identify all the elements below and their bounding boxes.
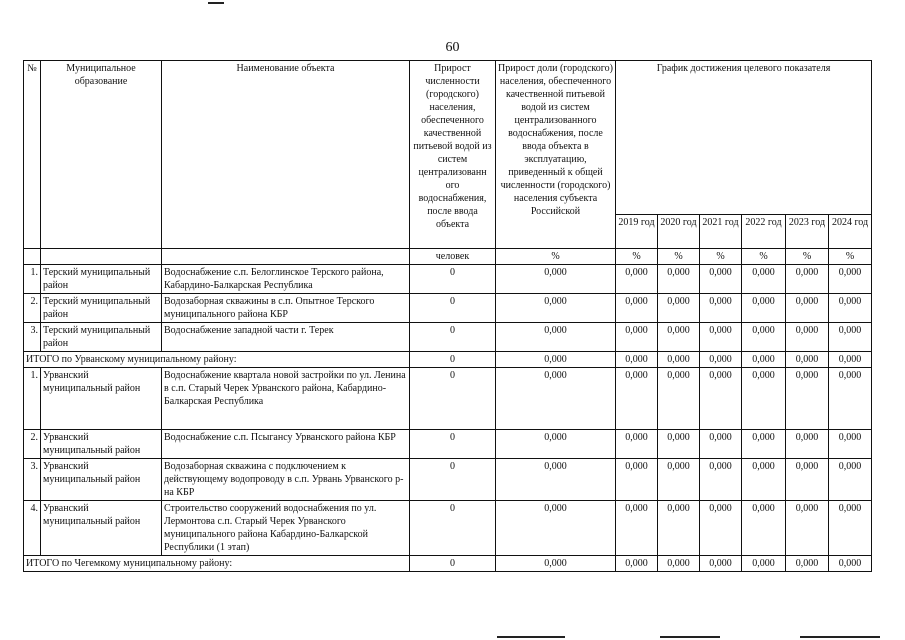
total-label: ИТОГО по Чегемкому муниципальному району: <box>24 556 410 572</box>
total-year-value: 0,000 <box>616 556 658 572</box>
row-municipality: Терский муниципальный район <box>41 265 162 294</box>
row-share: 0,000 <box>496 294 616 323</box>
unit-year: % <box>616 249 658 265</box>
total-year-value: 0,000 <box>658 556 700 572</box>
total-pop: 0 <box>410 352 496 368</box>
scan-artifact-bottom-3 <box>800 636 880 638</box>
unit-year: % <box>742 249 786 265</box>
header-pop-increase: Прирост численности (городского) населения, обеспеченного качественной питьевой водой из систем централизованн ого водоснабжения, после ввода объекта <box>410 61 496 249</box>
row-year-value: 0,000 <box>742 323 786 352</box>
row-pop: 0 <box>410 368 496 430</box>
row-year-value: 0,000 <box>616 323 658 352</box>
header-object: Наименование объекта <box>162 61 410 249</box>
header-year: 2024 год <box>829 215 872 249</box>
row-year-value: 0,000 <box>829 323 872 352</box>
header-year: 2020 год <box>658 215 700 249</box>
row-share: 0,000 <box>496 430 616 459</box>
row-year-value: 0,000 <box>658 501 700 556</box>
scan-artifact-bottom-2 <box>660 636 720 638</box>
unit-empty <box>24 249 41 265</box>
row-year-value: 0,000 <box>829 501 872 556</box>
total-year-value: 0,000 <box>829 556 872 572</box>
total-year-value: 0,000 <box>616 352 658 368</box>
target-indicator-table <box>23 60 872 572</box>
header-num: № <box>24 61 41 249</box>
row-year-value: 0,000 <box>700 368 742 430</box>
row-object: Строительство сооружений водоснабжения по ул. Лермонтова с.п. Старый Черек Урванского муниципального района Кабардино-Балкарской Республики (1 этап) <box>162 501 410 556</box>
row-year-value: 0,000 <box>658 265 700 294</box>
header-municipality: Муниципальное образование <box>41 61 162 249</box>
row-year-value: 0,000 <box>658 368 700 430</box>
total-year-value: 0,000 <box>700 556 742 572</box>
row-share: 0,000 <box>496 368 616 430</box>
row-year-value: 0,000 <box>742 265 786 294</box>
row-pop: 0 <box>410 294 496 323</box>
row-num: 1. <box>24 368 41 430</box>
row-num: 3. <box>24 459 41 501</box>
table-row <box>24 323 872 352</box>
row-year-value: 0,000 <box>829 459 872 501</box>
row-year-value: 0,000 <box>700 323 742 352</box>
total-share: 0,000 <box>496 556 616 572</box>
row-year-value: 0,000 <box>786 294 829 323</box>
table-row <box>24 368 872 430</box>
row-year-value: 0,000 <box>700 265 742 294</box>
row-pop: 0 <box>410 459 496 501</box>
header-year: 2022 год <box>742 215 786 249</box>
row-pop: 0 <box>410 323 496 352</box>
table-row <box>24 265 872 294</box>
total-year-value: 0,000 <box>829 352 872 368</box>
row-year-value: 0,000 <box>786 501 829 556</box>
header-year: 2019 год <box>616 215 658 249</box>
unit-pct: % <box>496 249 616 265</box>
row-pop: 0 <box>410 430 496 459</box>
row-year-value: 0,000 <box>829 368 872 430</box>
unit-year: % <box>658 249 700 265</box>
row-year-value: 0,000 <box>700 430 742 459</box>
row-year-value: 0,000 <box>786 368 829 430</box>
unit-empty <box>162 249 410 265</box>
row-year-value: 0,000 <box>742 459 786 501</box>
total-year-value: 0,000 <box>742 556 786 572</box>
row-object: Водозаборная скважина с подключением к действующему водопроводу в с.п. Урвань Урванского р-на КБР <box>162 459 410 501</box>
row-municipality: Урванский муниципальный район <box>41 430 162 459</box>
row-num: 2. <box>24 294 41 323</box>
header-schedule: График достижения целевого показателя <box>616 61 872 215</box>
row-year-value: 0,000 <box>829 430 872 459</box>
total-pop: 0 <box>410 556 496 572</box>
row-num: 2. <box>24 430 41 459</box>
total-label: ИТОГО по Урванскому муниципальному району: <box>24 352 410 368</box>
scan-artifact-bottom-1 <box>497 636 565 638</box>
row-year-value: 0,000 <box>700 501 742 556</box>
row-year-value: 0,000 <box>616 265 658 294</box>
row-year-value: 0,000 <box>616 430 658 459</box>
total-row <box>24 352 872 368</box>
total-year-value: 0,000 <box>700 352 742 368</box>
unit-year: % <box>786 249 829 265</box>
row-municipality: Урванский муниципальный район <box>41 459 162 501</box>
row-num: 3. <box>24 323 41 352</box>
table-row <box>24 459 872 501</box>
row-pop: 0 <box>410 501 496 556</box>
row-pop: 0 <box>410 265 496 294</box>
unit-people: человек <box>410 249 496 265</box>
table-row <box>24 294 872 323</box>
row-object: Водоснабжение квартала новой застройки по ул. Ленина в с.п. Старый Черек Урванского района, Кабардино-Балкарская Республика <box>162 368 410 430</box>
row-num: 4. <box>24 501 41 556</box>
row-municipality: Урванский муниципальный район <box>41 501 162 556</box>
total-row <box>24 556 872 572</box>
row-year-value: 0,000 <box>616 294 658 323</box>
row-object: Водоснабжение с.п. Псыгансу Урванского района КБР <box>162 430 410 459</box>
total-year-value: 0,000 <box>658 352 700 368</box>
header-year: 2023 год <box>786 215 829 249</box>
row-year-value: 0,000 <box>829 294 872 323</box>
row-year-value: 0,000 <box>829 265 872 294</box>
row-year-value: 0,000 <box>658 294 700 323</box>
row-object: Водоснабжение западной части г. Терек <box>162 323 410 352</box>
total-year-value: 0,000 <box>786 352 829 368</box>
row-year-value: 0,000 <box>616 501 658 556</box>
row-object: Водозаборная скважины в с.п. Опытное Терского муниципального района КБР <box>162 294 410 323</box>
row-year-value: 0,000 <box>658 323 700 352</box>
row-year-value: 0,000 <box>658 459 700 501</box>
row-year-value: 0,000 <box>742 294 786 323</box>
row-municipality: Терский муниципальный район <box>41 323 162 352</box>
row-num: 1. <box>24 265 41 294</box>
header-share-increase: Прирост доли (городского) населения, обеспеченного качественной питьевой водой из систем централизованного водоснабжения, после ввода объекта в эксплуатацию, приведенный к общей численности (городского) населения субъекта Российской <box>496 61 616 249</box>
unit-year: % <box>700 249 742 265</box>
unit-empty <box>41 249 162 265</box>
total-share: 0,000 <box>496 352 616 368</box>
row-share: 0,000 <box>496 459 616 501</box>
row-year-value: 0,000 <box>700 459 742 501</box>
scan-artifact-top <box>208 2 224 4</box>
row-year-value: 0,000 <box>742 430 786 459</box>
total-year-value: 0,000 <box>786 556 829 572</box>
row-year-value: 0,000 <box>700 294 742 323</box>
row-municipality: Терский муниципальный район <box>41 294 162 323</box>
page-number: 60 <box>445 40 460 55</box>
row-share: 0,000 <box>496 501 616 556</box>
row-share: 0,000 <box>496 265 616 294</box>
row-year-value: 0,000 <box>616 368 658 430</box>
row-year-value: 0,000 <box>742 368 786 430</box>
row-year-value: 0,000 <box>786 265 829 294</box>
unit-year: % <box>829 249 872 265</box>
row-year-value: 0,000 <box>786 323 829 352</box>
table-row <box>24 430 872 459</box>
row-municipality: Урванский муниципальный район <box>41 368 162 430</box>
row-year-value: 0,000 <box>616 459 658 501</box>
row-year-value: 0,000 <box>658 430 700 459</box>
total-year-value: 0,000 <box>742 352 786 368</box>
row-share: 0,000 <box>496 323 616 352</box>
row-year-value: 0,000 <box>742 501 786 556</box>
row-year-value: 0,000 <box>786 459 829 501</box>
header-year: 2021 год <box>700 215 742 249</box>
table-row <box>24 501 872 556</box>
row-object: Водоснабжение с.п. Белоглинское Терского района, Кабардино-Балкарская Республика <box>162 265 410 294</box>
row-year-value: 0,000 <box>786 430 829 459</box>
